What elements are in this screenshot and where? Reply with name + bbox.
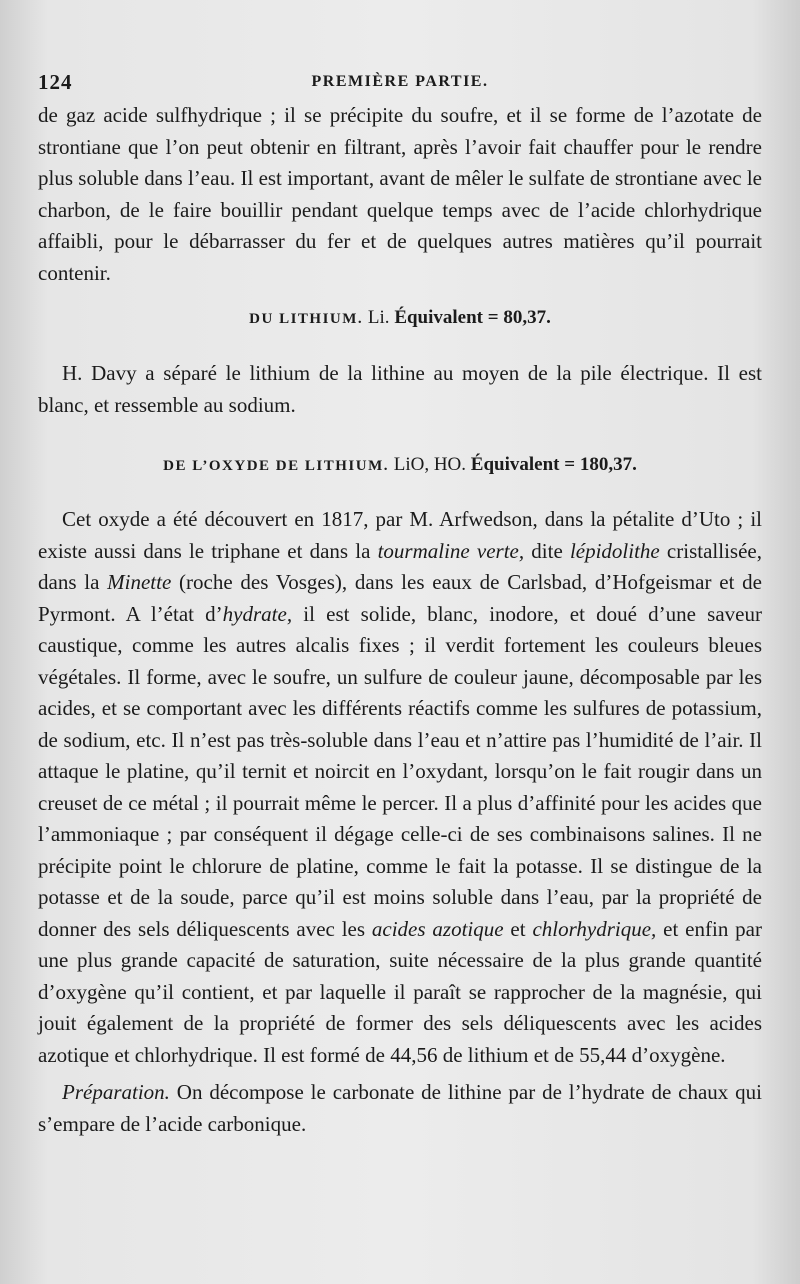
section-title: DE L’OXYDE DE LITHIUM. <box>163 458 389 474</box>
italic-term: Minette <box>107 570 172 594</box>
section-title: DU LITHIUM. <box>249 311 364 327</box>
paragraph-strontiane-continuation: de gaz acide sulfhydrique ; il se précipite du soufre, et il se forme de l’azotate de strontiane que l’on peut obtenir en filtrant, après l’avoir fait chauffer pour le rendre plus soluble dans l’eau. Il est important, avant de mêler le sulfate de strontiane avec le charbon, de le faire bouillir pendant quelque temps avec de l’acide chlorhydrique affaibli, pour le débarrasser du fer et de quelques autres matières qu’il pourrait contenir. <box>38 103 762 285</box>
section-heading-lithium-oxide <box>38 451 762 480</box>
preparation-label: Préparation. <box>62 1080 170 1104</box>
section-formula: LiO, HO. <box>388 454 471 475</box>
text-run: et enfin par une plus grande capacité de saturation, suite nécessaire de la plus grande quantité d’oxygène qu’il contient, et par laquelle il paraît se rapprocher de la magnésie, qui jouit également de la propriété de former des sels déliquescents avec les acides azotique et chlorhydrique. Il est formé de 44,56 de lithium et de 55,44 d’oxygène. <box>38 916 762 1067</box>
text-run: cristallisée, dans la <box>38 538 762 594</box>
preparation-text: On décompose le carbonate de lithine par de l’hydrate de chaux qui s’empare de l’acide carbonique. <box>38 1080 762 1136</box>
text-run: Cet oxyde a été découvert en 1817, par M. Arfwedson, dans la pétalite d’Uto ; il existe aussi dans le triphane et dans la <box>38 507 762 563</box>
italic-term: hydrate, <box>222 601 293 626</box>
section-formula: Li. <box>363 307 395 328</box>
page-number: 124 <box>38 70 73 94</box>
italic-term: lépidolithe <box>569 538 660 563</box>
page-header <box>38 70 762 98</box>
running-head: PREMIÈRE PARTIE. <box>311 73 489 90</box>
paragraph-preparation <box>38 1077 762 1140</box>
text-run: dite <box>524 538 570 563</box>
text-run: et <box>503 916 533 941</box>
section-heading-lithium <box>38 304 762 333</box>
paragraph-lithium-oxide <box>38 504 762 1071</box>
italic-term: tourmaline verte, <box>377 538 525 563</box>
text-run: (roche des Vosges), dans les eaux de Carlsbad, d’Hofgeismar et de Pyrmont. A l’état d’ <box>38 570 762 626</box>
text-run: il est solide, blanc, inodore, et doué d’une saveur caustique, comme les autres alcalis fixes ; il verdit fortement les couleurs bleues végétales. Il forme, avec le soufre, un sulfure de couleur jaune, décomposable par les acides, et se comportant avec les différents réactifs comme les sulfures de potassium, de sodium, etc. Il n’est pas très-soluble dans l’eau et n’attire pas l’humidité de l’air. Il attaque le platine, qu’il ternit et noircit en l’oxydant, lorsqu’on le fait rougir dans un creuset de ce métal ; il pourrait même le percer. Il a plus d’affinité pour les acides que l’ammoniaque ; par conséquent il dégage celle-ci de ses combinaisons salines. Il ne précipite point le chlorure de platine, comme le fait la potasse. Il se distingue de la potasse et de la soude, parce qu’il est moins soluble dans l’eau, par la propriété de donner des sels déliquescents avec les <box>38 601 762 941</box>
section-equivalent: Équivalent = 80,37. <box>394 307 551 328</box>
page-body <box>38 100 762 1140</box>
italic-term: chlorhydrique, <box>532 916 657 941</box>
paragraph-lithium-description: H. Davy a séparé le lithium de la lithine au moyen de la pile électrique. Il est blanc, et ressemble au sodium. <box>38 361 762 417</box>
section-equivalent: Équivalent = 180,37. <box>470 454 637 475</box>
italic-term: acides azotique <box>371 916 504 941</box>
